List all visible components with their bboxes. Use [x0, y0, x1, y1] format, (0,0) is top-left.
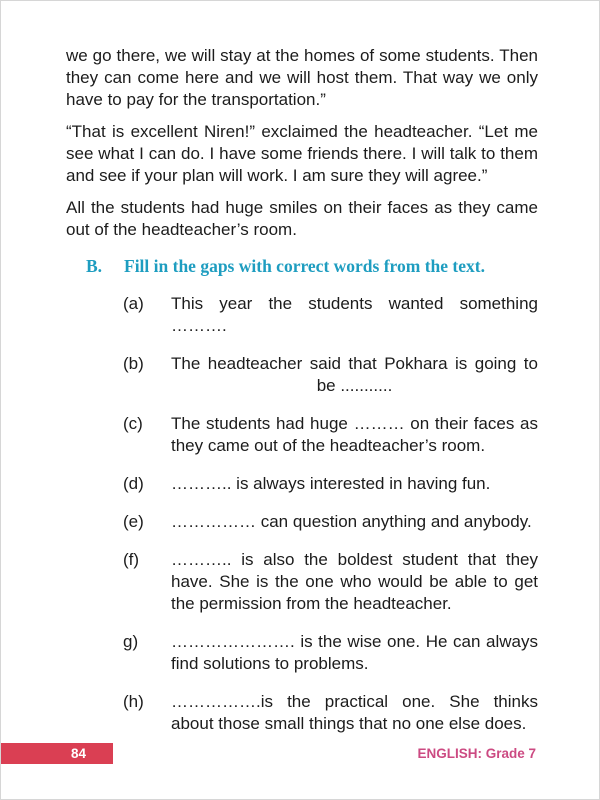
item-label: (f)	[123, 550, 140, 569]
item-text: The students had huge ……… on their faces as they came out of the headteacher’s room.	[171, 414, 538, 455]
item-label: (d)	[123, 474, 144, 493]
item-text: …………………. is the wise one. He can always find solutions to problems.	[171, 632, 538, 673]
exercise-item	[123, 473, 538, 495]
exercise-item	[123, 631, 538, 675]
item-label: g)	[123, 632, 139, 651]
item-text: The headteacher said that Pokhara is going to be ...........	[171, 354, 538, 395]
paragraph: All the students had huge smiles on their faces as they came out of the headteacher’s room.	[66, 198, 538, 239]
exercise-item	[123, 511, 538, 533]
exercise-heading-label: B.	[86, 256, 103, 276]
exercise-item	[123, 353, 538, 397]
footer-book-label: ENGLISH: Grade 7	[417, 746, 536, 761]
item-text: ……….. is also the boldest student that they have. She is the one who would be able to get the permission from the headteacher.	[171, 550, 538, 613]
item-text: This year the students wanted something ……….	[171, 294, 538, 335]
item-label: (b)	[123, 354, 144, 373]
item-text: …………… can question anything and anybody.	[171, 512, 532, 531]
item-text: ……….. is always interested in having fun.	[171, 474, 491, 493]
exercise-item	[123, 413, 538, 457]
item-text: …………….is the practical one. She thinks about those small things that no one else does.	[171, 692, 538, 733]
item-label: (e)	[123, 512, 144, 531]
exercise-heading	[86, 255, 538, 277]
exercise-item	[123, 549, 538, 615]
paragraph: we go there, we will stay at the homes of some students. Then they can come here and we will host them. That way we only have to pay for the transportation.”	[66, 46, 538, 109]
exercise-item	[123, 293, 538, 337]
exercise-heading-title: Fill in the gaps with correct words from the text.	[124, 256, 485, 276]
item-label: (h)	[123, 692, 144, 711]
exercise-item-list	[123, 293, 538, 735]
page-number-badge: 84	[1, 743, 113, 764]
item-label: (c)	[123, 414, 143, 433]
page-content	[66, 45, 538, 751]
item-label: (a)	[123, 294, 144, 313]
exercise-item	[123, 691, 538, 735]
paragraph: “That is excellent Niren!” exclaimed the headteacher. “Let me see what I can do. I have some friends there. I will talk to them and see if your plan will work. I am sure they will agree.”	[66, 122, 538, 185]
